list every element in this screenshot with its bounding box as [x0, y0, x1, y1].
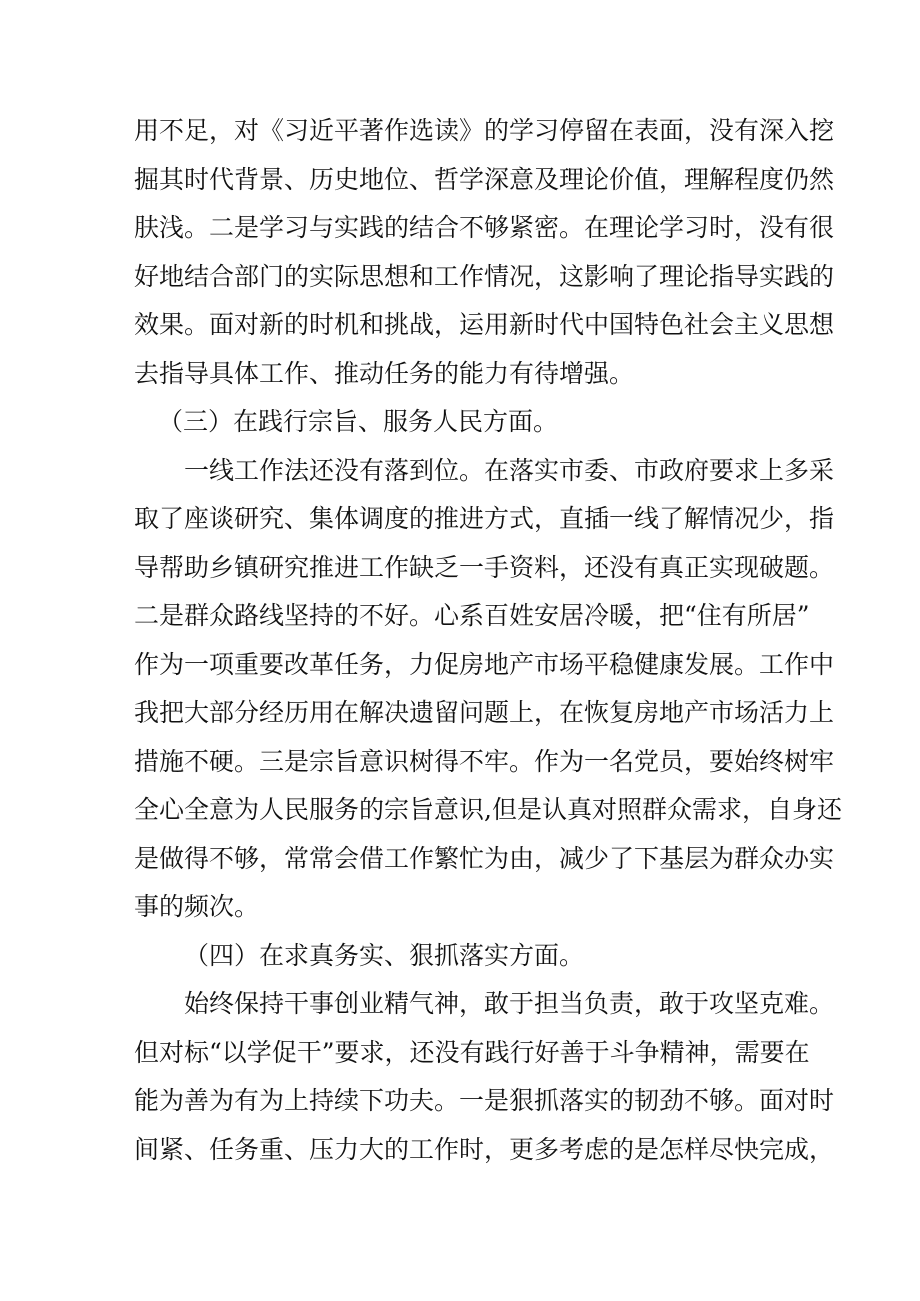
text-line: 间紧、任务重、压力大的工作时，更多考虑的是怎样尽快完成，	[134, 1135, 835, 1164]
section-heading: （三）在践行宗旨、服务人民方面。	[158, 407, 559, 436]
paragraph-first-line: 始终保持干事创业精气神，敢于担当负责，敢于攻坚克难。	[184, 989, 835, 1018]
paragraph-first-line: 一线工作法还没有落到位。在落实市委、市政府要求上多采	[184, 456, 835, 485]
text-line: 去指导具体工作、推动任务的能力有待增强。	[134, 359, 635, 388]
text-line: 我把大部分经历用在解决遗留问题上，在恢复房地产市场活力上	[134, 698, 835, 727]
text-line: 导帮助乡镇研究推进工作缺乏一手资料，还没有真正实现破题。	[134, 553, 835, 582]
text-line: 肤浅。二是学习与实践的结合不够紧密。在理论学习时，没有很	[134, 213, 835, 242]
text-line: 是做得不够，常常会借工作繁忙为由，减少了下基层为群众办实	[134, 844, 835, 873]
text-line: 能为善为有为上持续下功夫。一是狠抓落实的韧劲不够。面对时	[134, 1086, 835, 1115]
text-line: 作为一项重要改革任务，力促房地产市场平稳健康发展。工作中	[134, 650, 835, 679]
text-line: 全心全意为人民服务的宗旨意识,但是认真对照群众需求，自身还	[134, 795, 842, 824]
text-line: 措施不硬。三是宗旨意识树得不牢。作为一名党员，要始终树牢	[134, 747, 835, 776]
text-line: 事的频次。	[134, 892, 260, 921]
text-line: 掘其时代背景、历史地位、哲学深意及理论价值，理解程度仍然	[134, 165, 835, 194]
text-line: 好地结合部门的实际思想和工作情况，这影响了理论指导实践的	[134, 262, 835, 291]
text-line: 二是群众路线坚持的不好。心系百姓安居冷暖，把“住有所居”	[134, 601, 810, 630]
text-line: 用不足，对《习近平著作选读》的学习停留在表面，没有深入挖	[134, 116, 835, 145]
section-heading: （四）在求真务实、狠抓落实方面。	[184, 941, 585, 970]
text-line: 但对标“以学促干”要求，还没有践行好善于斗争精神，需要在	[134, 1038, 810, 1067]
text-line: 效果。面对新的时机和挑战，运用新时代中国特色社会主义思想	[134, 310, 835, 339]
text-line: 取了座谈研究、集体调度的推进方式，直插一线了解情况少，指	[134, 504, 835, 533]
